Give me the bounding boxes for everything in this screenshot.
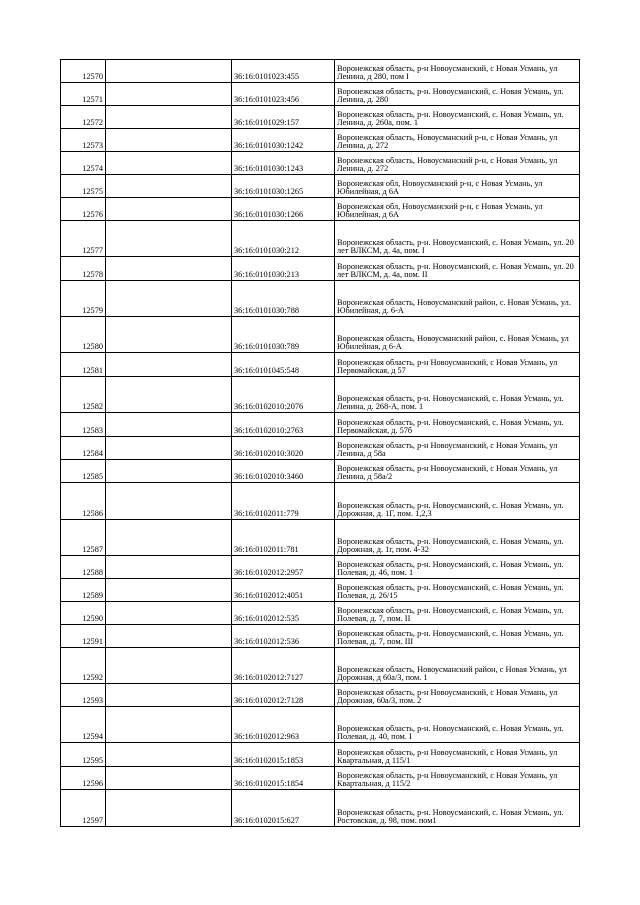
cadastral-number-cell: 36:16:0101030:788: [232, 281, 335, 317]
cadastral-number-cell: 36:16:0102012:535: [232, 602, 335, 625]
empty-cell: [106, 281, 232, 317]
empty-cell: [106, 353, 232, 377]
address-cell: Воронежская область, Новоусманский р-н, с Новая Усмань, ул Ленина, д. 272: [335, 152, 580, 175]
row-number-cell: 12581: [61, 353, 106, 377]
table-row: [61, 129, 580, 152]
table-row: [61, 281, 580, 317]
empty-cell: [106, 767, 232, 790]
address-cell: Воронежская область, Новоусманский район, с. Новая Усмань, ул Юбилейная, д 6-А: [335, 317, 580, 353]
row-number-cell: 12597: [61, 790, 106, 827]
address-cell: Воронежская область, Новоусманский р-н, с Новая Усмань, ул Ленина, д. 272: [335, 129, 580, 152]
row-number-cell: 12579: [61, 281, 106, 317]
address-cell: Воронежская область, р-н Новоусманский, с Новая Усмань, ул Квартальная, д 115/1: [335, 743, 580, 767]
empty-cell: [106, 743, 232, 767]
table-row: [61, 579, 580, 602]
table-row: [61, 602, 580, 625]
table-row: [61, 198, 580, 221]
row-number-cell: 12592: [61, 648, 106, 684]
empty-cell: [106, 790, 232, 827]
cadastral-number-cell: 36:16:0102012:7128: [232, 684, 335, 707]
address-cell: Воронежская область, р-н. Новоусманский, с. Новая Усмань, ул. Полевая, д. 40, пом. I: [335, 707, 580, 743]
cadastral-number-cell: 36:16:0102012:2957: [232, 556, 335, 579]
cadastral-number-cell: 36:16:0101023:456: [232, 83, 335, 106]
cadastral-number-cell: 36:16:0102015:1854: [232, 767, 335, 790]
empty-cell: [106, 152, 232, 175]
empty-cell: [106, 129, 232, 152]
address-cell: Воронежская обл, Новоусманский р-н, с Новая Усмань, ул Юбилейная, д 6А: [335, 175, 580, 198]
row-number-cell: 12590: [61, 602, 106, 625]
empty-cell: [106, 648, 232, 684]
row-number-cell: 12570: [61, 60, 106, 83]
row-number-cell: 12594: [61, 707, 106, 743]
address-cell: Воронежская область, р-н. Новоусманский, с. Новая Усмань, ул. Первомайская, д. 57б: [335, 413, 580, 437]
cadastral-number-cell: 36:16:0102012:4051: [232, 579, 335, 602]
cadastral-number-cell: 36:16:0101030:213: [232, 257, 335, 281]
cadastral-number-cell: 36:16:0101023:455: [232, 60, 335, 83]
empty-cell: [106, 520, 232, 556]
address-cell: Воронежская область, р-н. Новоусманский, с. Новая Усмань, ул. Ленина, д. 260а, пом. 1: [335, 106, 580, 129]
row-number-cell: 12577: [61, 221, 106, 257]
table-row: [61, 83, 580, 106]
cadastral-number-cell: 36:16:0102010:3460: [232, 460, 335, 483]
address-cell: Воронежская область, р-н. Новоусманский, с. Новая Усмань, ул. Дорожная, д. 1г, пом. 4-32: [335, 520, 580, 556]
cadastral-number-cell: 36:16:0101029:157: [232, 106, 335, 129]
address-cell: Воронежская область, р-н. Новоусманский, с. Новая Усмань, ул. 20 лет ВЛКСМ, д. 4а, пом. I: [335, 221, 580, 257]
table-row: [61, 152, 580, 175]
table-row: [61, 460, 580, 483]
address-cell: Воронежская область, р-н. Новоусманский, с. Новая Усмань, ул. Ленина, д. 268-А, пом. 1: [335, 377, 580, 413]
table-row: [61, 483, 580, 520]
row-number-cell: 12578: [61, 257, 106, 281]
registry-table: [60, 59, 580, 827]
address-cell: Воронежская обл, Новоусманский р-н, с Новая Усмань, ул Юбилейная, д 6А: [335, 198, 580, 221]
address-cell: Воронежская область, р-н. Новоусманский, с. Новая Усмань, ул. Полевая, д. 26/15: [335, 579, 580, 602]
empty-cell: [106, 221, 232, 257]
cadastral-number-cell: 36:16:0102012:7127: [232, 648, 335, 684]
empty-cell: [106, 106, 232, 129]
cadastral-number-cell: 36:16:0102010:2763: [232, 413, 335, 437]
empty-cell: [106, 460, 232, 483]
cadastral-number-cell: 36:16:0101030:789: [232, 317, 335, 353]
empty-cell: [106, 83, 232, 106]
row-number-cell: 12588: [61, 556, 106, 579]
cadastral-number-cell: 36:16:0102012:536: [232, 625, 335, 648]
row-number-cell: 12583: [61, 413, 106, 437]
empty-cell: [106, 602, 232, 625]
row-number-cell: 12586: [61, 483, 106, 520]
row-number-cell: 12574: [61, 152, 106, 175]
cadastral-number-cell: 36:16:0101045:548: [232, 353, 335, 377]
empty-cell: [106, 556, 232, 579]
address-cell: Воронежская область, Новоусманский район, с. Новая Усмань, ул. Юбилейная, д. 6-А: [335, 281, 580, 317]
row-number-cell: 12582: [61, 377, 106, 413]
row-number-cell: 12595: [61, 743, 106, 767]
cadastral-number-cell: 36:16:0101030:1266: [232, 198, 335, 221]
empty-cell: [106, 198, 232, 221]
row-number-cell: 12575: [61, 175, 106, 198]
cadastral-number-cell: 36:16:0102012:963: [232, 707, 335, 743]
row-number-cell: 12585: [61, 460, 106, 483]
address-cell: Воронежская область, р-н. Новоусманский, с. Новая Усмань, ул. Полевая, д. 7, пом. II: [335, 602, 580, 625]
row-number-cell: 12580: [61, 317, 106, 353]
cadastral-number-cell: 36:16:0102015:1853: [232, 743, 335, 767]
address-cell: Воронежская область, р-н Новоусманский, с Новая Усмань, ул Ленина, д 280, пом I: [335, 60, 580, 83]
table-row: [61, 437, 580, 460]
row-number-cell: 12589: [61, 579, 106, 602]
row-number-cell: 12587: [61, 520, 106, 556]
table-row: [61, 221, 580, 257]
address-cell: Воронежская область, р-н Новоусманский, с Новая Усмань, ул Ленина, д 58а: [335, 437, 580, 460]
address-cell: Воронежская область, р-н Новоусманский, с Новая Усмань, ул Квартальная, д 115/2: [335, 767, 580, 790]
table-row: [61, 175, 580, 198]
cadastral-number-cell: 36:16:0101030:1265: [232, 175, 335, 198]
row-number-cell: 12584: [61, 437, 106, 460]
address-cell: Воронежская область, р-н Новоусманский, с Новая Усмань, ул Дорожная, 60а/3, пом. 2: [335, 684, 580, 707]
cadastral-number-cell: 36:16:0101030:1242: [232, 129, 335, 152]
row-number-cell: 12571: [61, 83, 106, 106]
empty-cell: [106, 707, 232, 743]
table-row: [61, 413, 580, 437]
address-cell: Воронежская область, Новоусманский район, с Новая Усмань, ул Дорожная, д 60а/3, пом. 1: [335, 648, 580, 684]
cadastral-number-cell: 36:16:0102011:781: [232, 520, 335, 556]
empty-cell: [106, 175, 232, 198]
table-row: [61, 520, 580, 556]
table-row: [61, 377, 580, 413]
table-row: [61, 106, 580, 129]
table-row: [61, 556, 580, 579]
address-cell: Воронежская область, р-н. Новоусманский, с. Новая Усмань, ул. 20 лет ВЛКСМ, д. 4а, пом. II: [335, 257, 580, 281]
empty-cell: [106, 60, 232, 83]
row-number-cell: 12596: [61, 767, 106, 790]
empty-cell: [106, 377, 232, 413]
address-cell: Воронежская область, р-н. Новоусманский, с. Новая Усмань, ул. Полевая, д. 7, пом. III: [335, 625, 580, 648]
empty-cell: [106, 684, 232, 707]
row-number-cell: 12591: [61, 625, 106, 648]
table-row: [61, 767, 580, 790]
empty-cell: [106, 579, 232, 602]
table-row: [61, 743, 580, 767]
empty-cell: [106, 317, 232, 353]
table-row: [61, 353, 580, 377]
table-row: [61, 790, 580, 827]
row-number-cell: 12572: [61, 106, 106, 129]
table-row: [61, 684, 580, 707]
cadastral-number-cell: 36:16:0101030:1243: [232, 152, 335, 175]
table-row: [61, 648, 580, 684]
table-row: [61, 60, 580, 83]
address-cell: Воронежская область, р-н. Новоусманский, с. Новая Усмань, ул. Ростовская, д. 98, пом. пом1: [335, 790, 580, 827]
table-row: [61, 317, 580, 353]
cadastral-number-cell: 36:16:0102010:2076: [232, 377, 335, 413]
empty-cell: [106, 483, 232, 520]
empty-cell: [106, 257, 232, 281]
cadastral-number-cell: 36:16:0102015:627: [232, 790, 335, 827]
row-number-cell: 12573: [61, 129, 106, 152]
address-cell: Воронежская область, р-н Новоусманский, с Новая Усмань, ул Первомайская, д 57: [335, 353, 580, 377]
registry-body: [61, 60, 580, 827]
row-number-cell: 12576: [61, 198, 106, 221]
address-cell: Воронежская область, р-н. Новоусманский, с. Новая Усмань, ул. Дорожная, д. 1Г, пом. 1,2,3: [335, 483, 580, 520]
table-row: [61, 707, 580, 743]
address-cell: Воронежская область, р-н Новоусманский, с Новая Усмань, ул Ленина, д 58а/2: [335, 460, 580, 483]
empty-cell: [106, 413, 232, 437]
cadastral-number-cell: 36:16:0101030:212: [232, 221, 335, 257]
address-cell: Воронежская область, р-н. Новоусманский, с. Новая Усмань, ул. Ленина, д. 280: [335, 83, 580, 106]
table-row: [61, 625, 580, 648]
row-number-cell: 12593: [61, 684, 106, 707]
empty-cell: [106, 625, 232, 648]
empty-cell: [106, 437, 232, 460]
table-row: [61, 257, 580, 281]
cadastral-number-cell: 36:16:0102011:779: [232, 483, 335, 520]
cadastral-number-cell: 36:16:0102010:3020: [232, 437, 335, 460]
address-cell: Воронежская область, р-н. Новоусманский, с. Новая Усмань, ул. Полевая, д. 46, пом. 1: [335, 556, 580, 579]
